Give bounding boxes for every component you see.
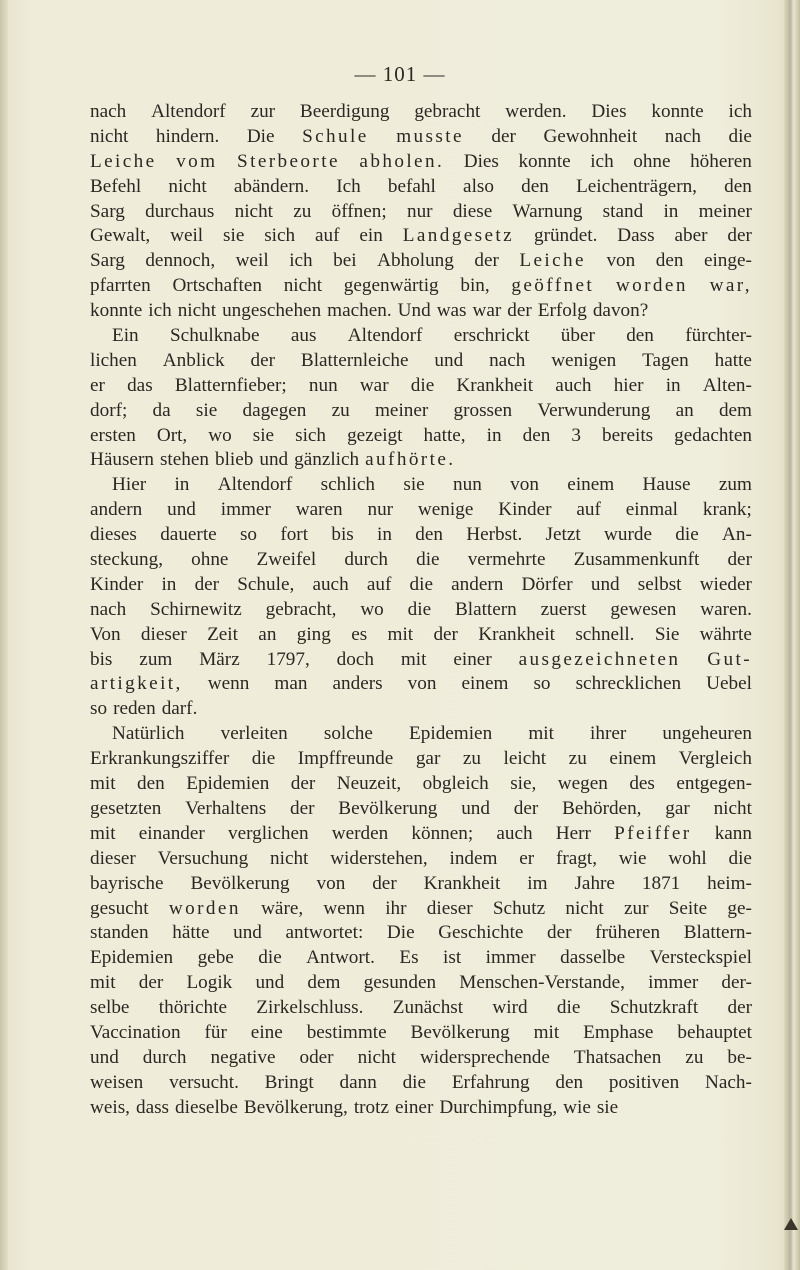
text-line: konnte ich nicht ungeschehen machen. Und was war der Erfolg davon? bbox=[90, 300, 649, 322]
page-left-edge bbox=[0, 0, 8, 1270]
text-line: Befehl nicht abändern. Ich befahl also den Leichenträgern, den bbox=[90, 175, 752, 197]
text-line: ersten Ort, wo sie sich gezeigt hatte, in den 3 bereits gedachten bbox=[90, 424, 752, 446]
text-line: dieser Versuchung nicht widerstehen, indem er fragt, wie wohl die bbox=[90, 847, 752, 869]
text-line: Leiche vom Sterbeorte abholen. Dies konnte ich ohne höheren bbox=[90, 150, 752, 172]
text-line: lichen Anblick der Blatternleiche und nach wenigen Tagen hatte bbox=[90, 349, 752, 371]
text-line: steckung, ohne Zweifel durch die vermehrte Zusammenkunft der bbox=[90, 549, 752, 571]
body-text bbox=[90, 100, 752, 1121]
text-line: nach Altendorf zur Beerdigung gebracht werden. Dies konnte ich bbox=[90, 101, 752, 122]
triangle-marker-icon bbox=[784, 1218, 798, 1230]
text-line: andern und immer waren nur wenige Kinder auf einmal krank; bbox=[90, 499, 752, 521]
book-spine-edge bbox=[784, 0, 800, 1270]
text-line: Sarg dennoch, weil ich bei Abholung der Leiche von den einge- bbox=[90, 250, 752, 272]
text-line: mit einander verglichen werden können; auch Herr Pfeiffer kann bbox=[90, 822, 752, 844]
text-line: Gewalt, weil sie sich auf ein Landgesetz gründet. Dass aber der bbox=[90, 225, 752, 247]
text-line: weis, dass dieselbe Bevölkerung, trotz einer Durchimpfung, wie sie bbox=[90, 1096, 619, 1118]
text-line: bis zum März 1797, doch mit einer ausgezeichneten Gut- bbox=[90, 648, 752, 670]
text-line: Ein Schulknabe aus Altendorf erschrickt über den fürchter- bbox=[112, 325, 752, 347]
text-line: dorf; da sie dagegen zu meiner grossen Verwunderung an dem bbox=[90, 399, 752, 421]
text-line: so reden darf. bbox=[90, 698, 198, 720]
text-line: bayrische Bevölkerung von der Krankheit im Jahre 1871 heim- bbox=[90, 872, 752, 894]
text-line: Epidemien gebe die Antwort. Es ist immer dasselbe Versteckspiel bbox=[90, 947, 752, 969]
text-line: dieses dauerte so fort bis in den Herbst. Jetzt wurde die An- bbox=[90, 524, 752, 546]
text-line: Von dieser Zeit an ging es mit der Krankheit schnell. Sie währte bbox=[90, 623, 752, 645]
text-line: Kinder in der Schule, auch auf die andern Dörfer und selbst wieder bbox=[90, 573, 752, 595]
text-line: mit den Epidemien der Neuzeit, obgleich sie, wegen des entgegen- bbox=[90, 773, 752, 795]
text-line: pfarrten Ortschaften nicht gegenwärtig bin, geöffnet worden war, bbox=[90, 275, 752, 297]
text-line: Hier in Altendorf schlich sie nun von einem Hause zum bbox=[112, 474, 752, 496]
text-line: standen hätte und antwortet: Die Geschichte der früheren Blattern- bbox=[90, 922, 752, 944]
text-line: gesucht worden wäre, wenn ihr dieser Schutz nicht zur Seite ge- bbox=[90, 897, 752, 919]
text-line: Erkrankungsziffer die Impffreunde gar zu leicht zu einem Vergleich bbox=[90, 748, 752, 770]
text-line: nach Schirnewitz gebracht, wo die Blattern zuerst gewesen waren. bbox=[90, 598, 752, 620]
text-line: Vaccination für eine bestimmte Bevölkerung mit Emphase behauptet bbox=[90, 1021, 752, 1043]
text-line: Natürlich verleiten solche Epidemien mit ihrer ungeheuren bbox=[112, 723, 752, 745]
text-line: artigkeit, wenn man anders von einem so schrecklichen Uebel bbox=[90, 673, 752, 695]
text-line: gesetzten Verhaltens der Bevölkerung und der Behörden, gar nicht bbox=[90, 797, 752, 819]
text-line: Sarg durchaus nicht zu öffnen; nur diese Warnung stand in meiner bbox=[90, 200, 752, 222]
text-line: er das Blatternfieber; nun war die Krankheit auch hier in Alten- bbox=[90, 374, 752, 396]
text-line: weisen versucht. Bringt dann die Erfahrung den positiven Nach- bbox=[90, 1071, 752, 1093]
text-line: und durch negative oder nicht widersprechende Thatsachen zu be- bbox=[90, 1046, 752, 1068]
text-line: selbe thörichte Zirkelschluss. Zunächst wird die Schutzkraft der bbox=[90, 997, 752, 1019]
page-number: — 101 — bbox=[354, 62, 446, 86]
text-line: Häusern stehen blieb und gänzlich aufhörte. bbox=[90, 449, 456, 471]
text-line: mit der Logik und dem gesunden Menschen-Verstande, immer der- bbox=[90, 972, 752, 994]
text-line: nicht hindern. Die Schule musste der Gewohnheit nach die bbox=[90, 125, 752, 147]
